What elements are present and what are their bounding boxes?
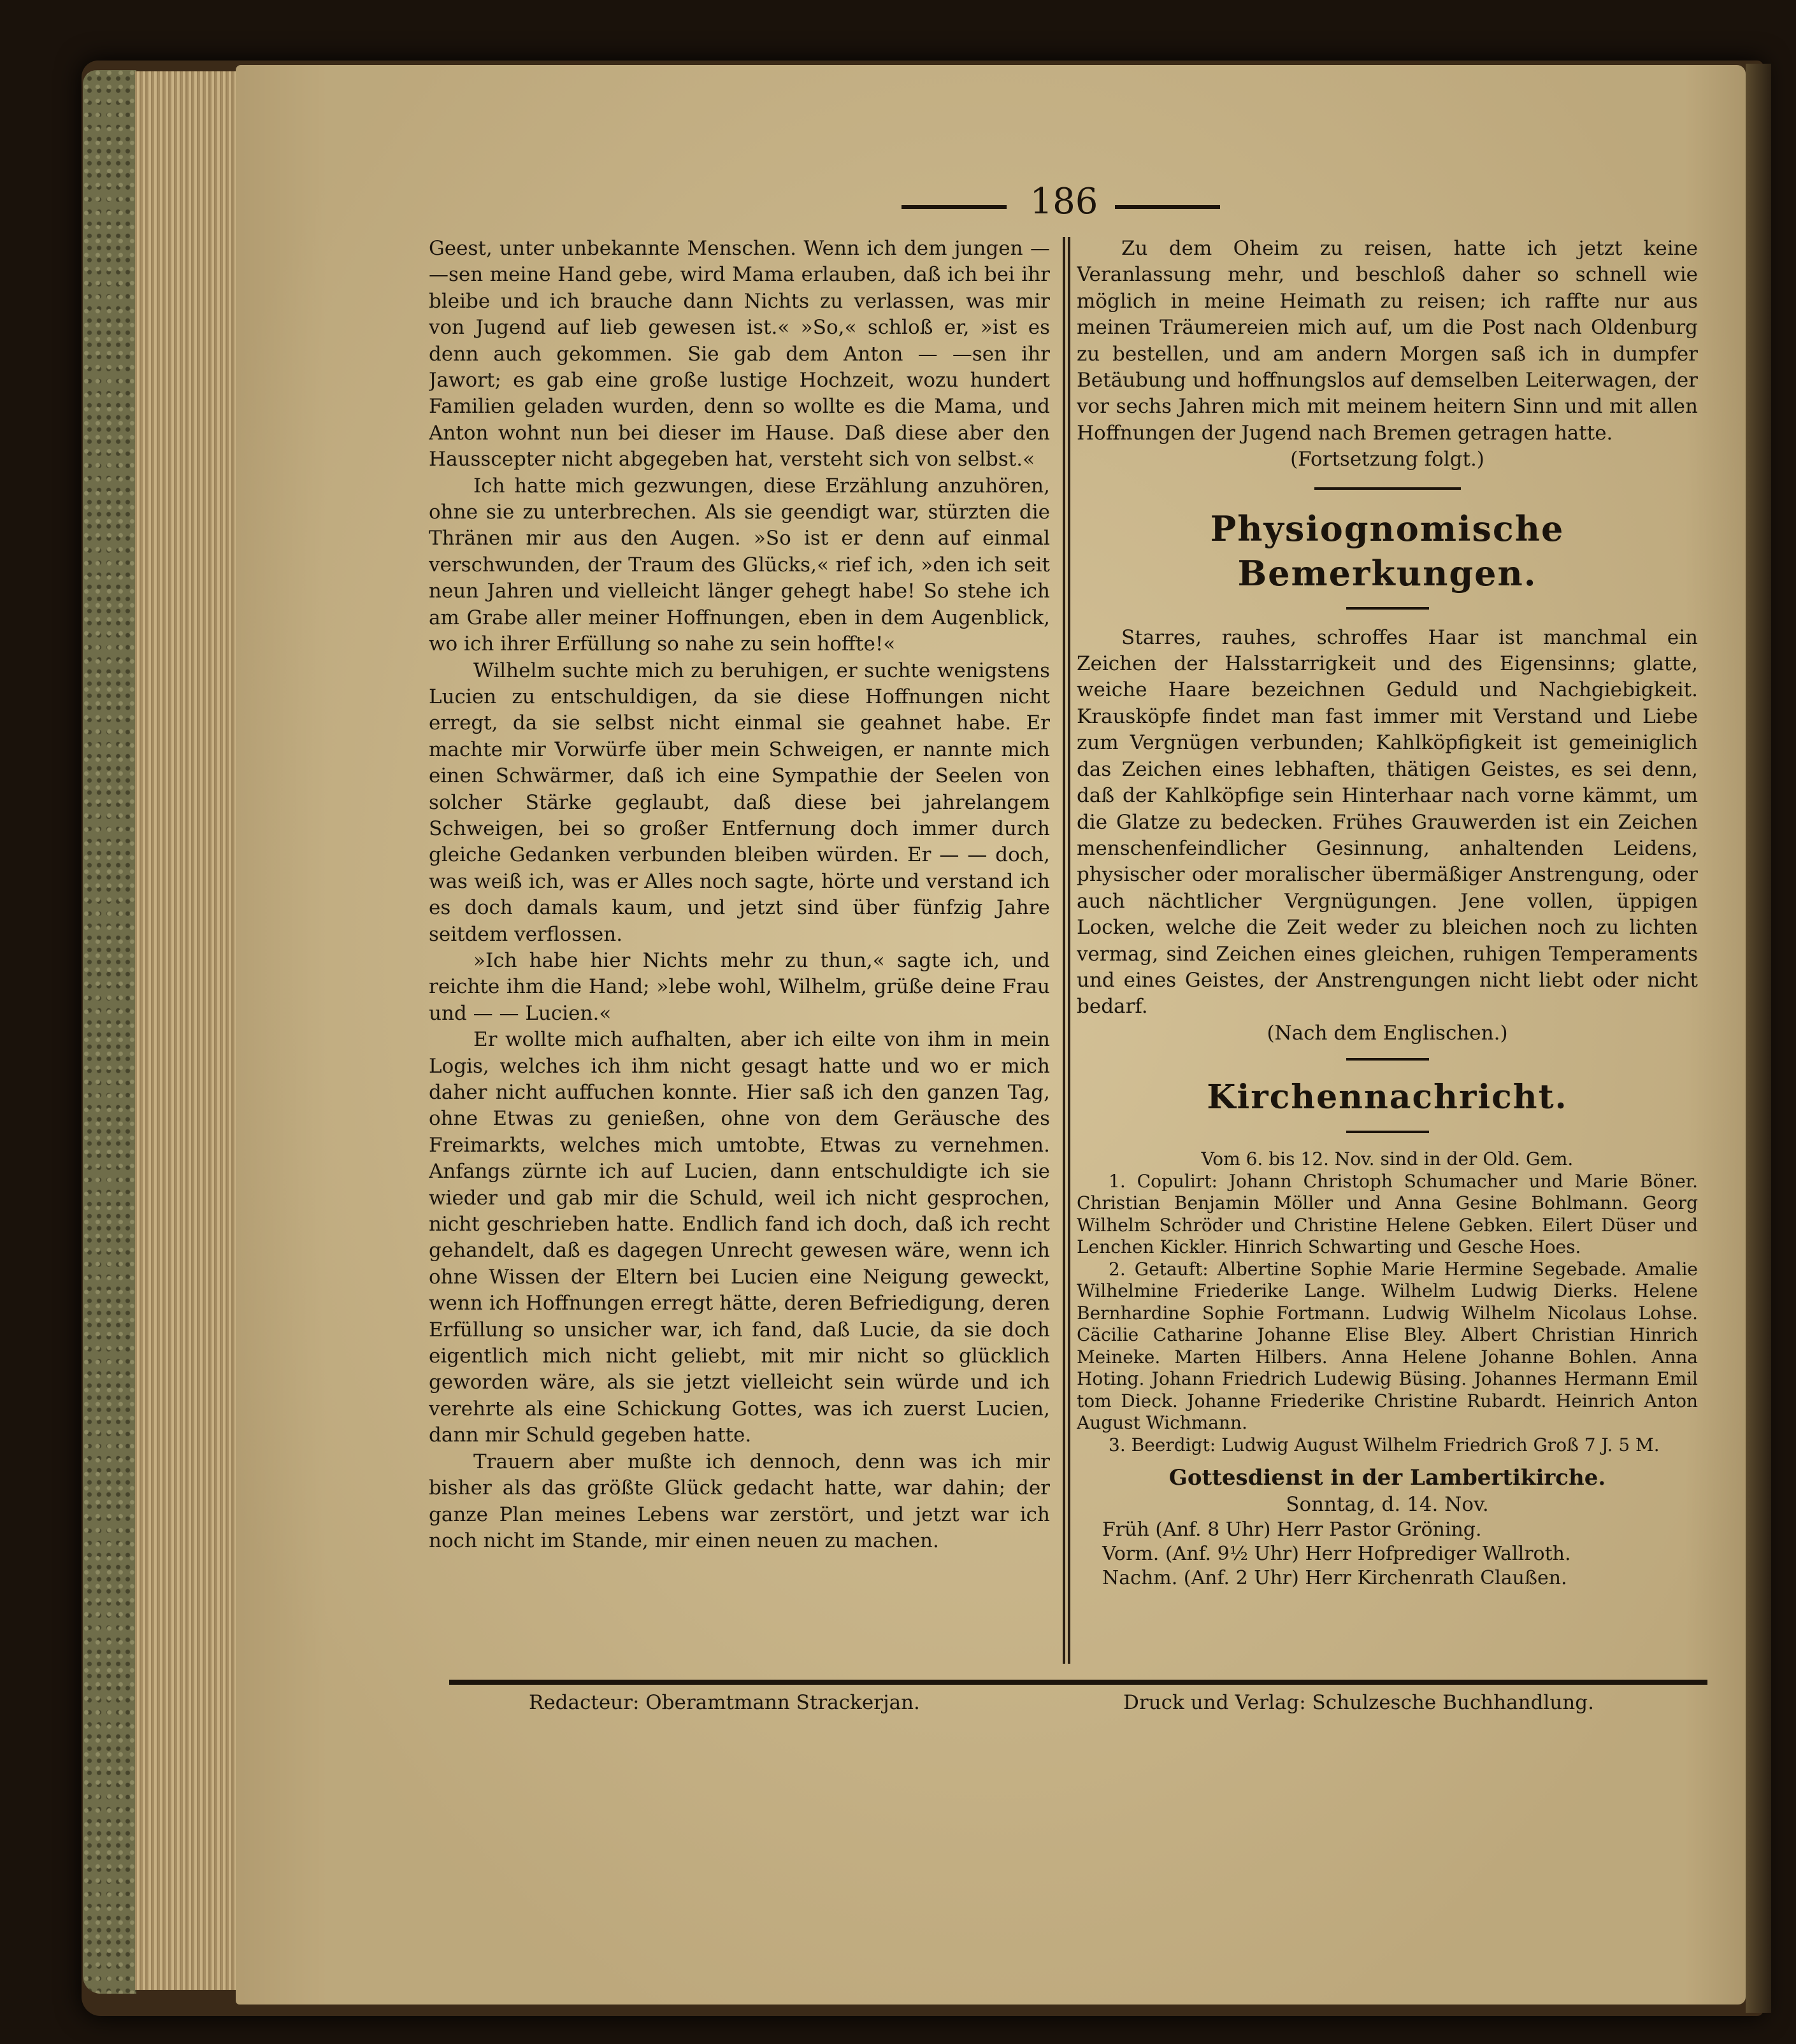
service-list: [1077, 1518, 1698, 1590]
paragraph: Wilhelm suchte mich zu beruhigen, er suchte wenigstens Lucien zu entschuldigen, da sie diese Hoffnungen nicht erregt, da sie selbst nicht einmal sie geahnet habe. Er machte mir Vorwürfe über mein Schweigen, er nannte mich einen Schwärmer, daß ich eine Sympathie der Seelen von solcher Stärke geglaubt, daß diese bei jahrelangem Schweigen, bei so großer Entfernung doch immer durch gleiche Gedanken verbunden bleiben würden. Er — — doch, was weiß ich, was er Alles noch sagte, hörte und verstand ich es doch damals kaum, und jetzt sind über fünfzig Jahre seitdem verflossen.: [429, 659, 1050, 946]
section-rule: [1346, 607, 1429, 610]
footer-editor: Redacteur: Oberamtmann Strackerjan.: [529, 1691, 920, 1714]
service-item: Früh (Anf. 8 Uhr) Herr Pastor Gröning.: [1102, 1518, 1482, 1541]
continuation-note: (Fortsetzung folgt.): [1290, 448, 1484, 471]
church-entry-baptized: 2. Getauft: Albertine Sophie Marie Hermine Segebade. Amalie Wilhelmine Friederike Lange. Wilhelm Ludwig Dierks. Helene Bernhardine Sophie Fortmann. Ludwig Wilhelm Nicolaus Lohse. Cäcilie Catharine Johanne Elise Bley. Albert Christian Hinrich Meineke. Marten Hilbers. Anna Helene Johanne Bohlen. Anna Hoting. Johann Friedrich Ludewig Büsing. Johannes Hermann Emil tom Dieck. Johanne Friederike Christine Rubardt. Heinrich Anton August Wichmann.: [1077, 1258, 1698, 1434]
section-rule: [1346, 1058, 1429, 1061]
paragraph: Ich hatte mich gezwungen, diese Erzählung anzuhören, ohne sie zu unterbrechen. Als sie geendigt war, stürzten die Thränen mir aus den Augen. »So ist er denn auf einmal verschwunden, der Traum des Glücks,« rief ich, »den ich seit neun Jahren und vielleicht länger gehegt habe! So stehe ich am Grabe aller meiner Hoffnungen, eben in dem Augenblick, wo ich ihrer Erfüllung so nahe zu sein hoffte!«: [429, 474, 1050, 656]
column-separator: [1063, 237, 1065, 1664]
book-right-edge: [1746, 64, 1771, 2013]
footer-printer: Druck und Verlag: Schulzesche Buchhandlung.: [1123, 1691, 1594, 1714]
church-entry-buried: 3. Beerdigt: Ludwig August Wilhelm Friedrich Groß 7 J. 5 M.: [1109, 1434, 1660, 1455]
left-column: [429, 236, 1050, 1669]
story-continuation: Zu dem Oheim zu reisen, hatte ich jetzt keine Veranlassung mehr, und beschloß daher so schnell wie möglich in meine Heimath zu reisen; ich raffte nur aus meinen Träumereien mich auf, um die Post nach Oldenburg zu bestellen, und am andern Morgen saß ich in dumpfer Betäubung und hoffnungslos auf demselben Leiterwagen, der vor sechs Jahren mich mit meinem heitern Sinn und mit allen Hoffnungen der Jugend nach Bremen getragen hatte.: [1077, 237, 1698, 445]
section-heading-church-news: Kirchennachricht.: [1207, 1078, 1568, 1117]
section-rule: [1314, 487, 1461, 490]
section-rule: [1346, 1131, 1429, 1133]
page-number-rule-left: [902, 205, 1007, 209]
service-heading: Gottesdienst in der Lambertikirche.: [1168, 1465, 1606, 1491]
paragraph: »Ich habe hier Nichts mehr zu thun,« sagte ich, und reichte ihm die Hand; »lebe wohl, Wilhelm, grüße deine Frau und — — Lucien.«: [429, 948, 1050, 1025]
paragraph: Trauern aber mußte ich dennoch, denn was ich mir bisher als das größte Glück gedacht hatte, war dahin; der ganze Plan meines Lebens war zerstört, und jetzt war ich noch nicht im Stande, mir einen neuen zu machen.: [429, 1450, 1050, 1552]
physiognomy-text: Starres, rauhes, schroffes Haar ist manchmal ein Zeichen der Halsstarrigkeit und des Eigensinns; glatte, weiche Haare bezeichnen Geduld und Nachgiebigkeit. Krausköpfe findet man fast immer mit Verstand und Liebe zum Vergnügen verbunden; Kahlköpfigkeit ist gemeiniglich das Zeichen eines lebhaften, thätigen Geistes, es sei denn, daß der Kahlköpfige sein Hinterhaar nach vorne kämmt, um die Glatze zu bedecken. Frühes Grauwerden ist ein Zeichen menschenfeindlicher Gesinnung, anhaltenden Leidens, physischer oder moralischer übermäßiger Anstrengung, oder auch nächtlicher Vergnügungen. Jene vollen, üppigen Locken, welche die Zeit weder zu bleichen noch zu lichten vermag, sind Zeichen eines gleichen, ruhigen Temperaments und eines Geistes, der Anstrengungen nicht liebt oder nicht bedarf.: [1077, 625, 1698, 1018]
right-column: [1077, 236, 1698, 1669]
section-heading-physiognomy: Physiognomische Bemerkungen.: [1210, 508, 1565, 594]
church-news: [1077, 1148, 1698, 1456]
church-entry-married: 1. Copulirt: Johann Christoph Schumacher und Marie Böner. Christian Benjamin Möller und Anna Gesine Bohlmann. Georg Wilhelm Schröder und Christine Helene Gebken. Eilert Düser und Lenchen Kickler. Hinrich Schwarting und Gesche Hoes.: [1077, 1170, 1698, 1258]
page-number: 186: [1030, 181, 1098, 222]
service-item: Nachm. (Anf. 2 Uhr) Herr Kirchenrath Claußen.: [1102, 1566, 1567, 1589]
service-item: Vorm. (Anf. 9½ Uhr) Herr Hofprediger Wallroth.: [1102, 1542, 1571, 1565]
page-number-rule-right: [1115, 205, 1220, 209]
service-date: Sonntag, d. 14. Nov.: [1286, 1492, 1489, 1516]
paragraph: Geest, unter unbekannte Menschen. Wenn ich dem jungen — —sen meine Hand gebe, wird Mama erlauben, daß ich bei ihr bleibe und ich brauche dann Nichts zu verlassen, was mir von Jugend auf lieb gewesen ist.« »So,« schloß er, »ist es denn auch gekommen. Sie gab dem Anton — —sen ihr Jawort; es gab eine große lustige Hochzeit, wozu hundert Familien geladen wurden, denn so wollte es die Mama, und Anton wohnt nun bei dieser im Hause. Daß diese aber den Hausscepter nicht abgegeben hat, versteht sich von selbst.«: [429, 237, 1050, 471]
footer-rule: [449, 1680, 1707, 1685]
paragraph: Er wollte mich aufhalten, aber ich eilte von ihm in mein Logis, welches ich ihm nicht gesagt hatte und wo er mich daher nicht auffuchen konnte. Hier saß ich den ganzen Tag, ohne Etwas zu genießen, ohne von dem Geräusche des Freimarkts, welches mich umtobte, Etwas zu vernehmen. Anfangs zürnte ich auf Lucien, dann entschuldigte ich sie wieder und gab mir die Schuld, weil ich nicht gesprochen, nicht geschrieben hatte. Endlich fand ich doch, daß ich recht gehandelt, daß es dagegen Unrecht gewesen wäre, wenn ich ohne Wissen der Eltern bei Lucien eine Neigung geweckt, wenn ich Hoffnungen erregt hätte, deren Befriedigung, deren Erfüllung so unsicher war, ich fand, daß Lucie, da sie doch eigentlich mich nicht geliebt, mit mir nicht so glücklich geworden wäre, als sie jetzt vielleicht sein würde und ich verehrte als eine Schickung Gottes, was ich zuerst Lucien, dann mir Schuld gegeben hatte.: [429, 1028, 1050, 1447]
marbled-cover-edge: [83, 70, 136, 1994]
page-edges: [135, 71, 243, 1990]
church-news-intro: Vom 6. bis 12. Nov. sind in der Old. Gem.: [1201, 1148, 1574, 1170]
physiognomy-source: (Nach dem Englischen.): [1267, 1021, 1508, 1045]
